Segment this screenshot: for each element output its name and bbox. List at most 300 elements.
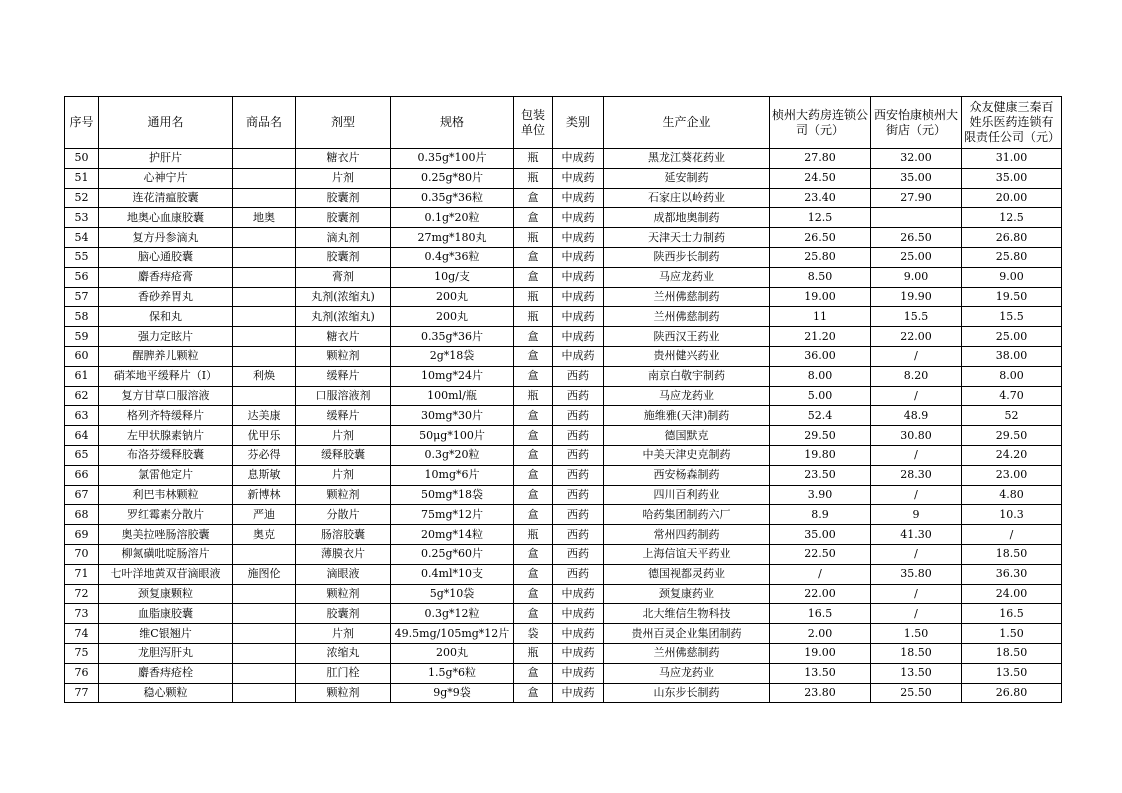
cell-generic-name: 布洛芬缓释胶囊 — [99, 445, 233, 465]
cell-price-store-3: 36.30 — [962, 564, 1062, 584]
cell-dosage-form: 片剂 — [296, 465, 391, 485]
cell-package-unit: 盒 — [514, 327, 553, 347]
cell-manufacturer: 兰州佛慈制药 — [604, 307, 770, 327]
table-body — [65, 149, 1062, 703]
cell-trade-name: 地奥 — [233, 208, 296, 228]
cell-category: 西药 — [553, 485, 604, 505]
cell-price-store-1: 21.20 — [770, 327, 871, 347]
cell-package-unit: 盒 — [514, 445, 553, 465]
cell-specification: 0.4g*36粒 — [391, 247, 514, 267]
table-row — [65, 564, 1062, 584]
cell-price-store-3: 35.00 — [962, 168, 1062, 188]
cell-dosage-form: 糖衣片 — [296, 327, 391, 347]
cell-category: 中成药 — [553, 584, 604, 604]
table-row — [65, 465, 1062, 485]
cell-dosage-form: 滴眼液 — [296, 564, 391, 584]
cell-specification: 200丸 — [391, 287, 514, 307]
cell-specification: 200丸 — [391, 643, 514, 663]
cell-dosage-form: 滴丸剂 — [296, 228, 391, 248]
header-trade-name: 商品名 — [233, 97, 296, 149]
table-row — [65, 584, 1062, 604]
cell-manufacturer: 贵州健兴药业 — [604, 346, 770, 366]
table-row — [65, 307, 1062, 327]
cell-manufacturer: 施维雅(天津)制药 — [604, 406, 770, 426]
cell-generic-name: 血脂康胶囊 — [99, 604, 233, 624]
cell-package-unit: 盒 — [514, 346, 553, 366]
cell-category: 中成药 — [553, 346, 604, 366]
cell-dosage-form: 胶囊剂 — [296, 188, 391, 208]
cell-price-store-1: 16.5 — [770, 604, 871, 624]
cell-generic-name: 地奥心血康胶囊 — [99, 208, 233, 228]
cell-price-store-1: 26.50 — [770, 228, 871, 248]
cell-price-store-3: 26.80 — [962, 683, 1062, 703]
cell-package-unit: 盒 — [514, 564, 553, 584]
cell-category: 中成药 — [553, 267, 604, 287]
cell-price-store-3: 9.00 — [962, 267, 1062, 287]
cell-manufacturer: 北大维信生物科技 — [604, 604, 770, 624]
cell-specification: 50mg*18袋 — [391, 485, 514, 505]
cell-package-unit: 盒 — [514, 267, 553, 287]
cell-index: 73 — [65, 604, 99, 624]
cell-manufacturer: 常州四药制药 — [604, 525, 770, 545]
cell-dosage-form: 丸剂(浓缩丸) — [296, 287, 391, 307]
cell-price-store-2: 15.5 — [871, 307, 962, 327]
cell-generic-name: 罗红霉素分散片 — [99, 505, 233, 525]
cell-index: 58 — [65, 307, 99, 327]
cell-price-store-2: 28.30 — [871, 465, 962, 485]
table-row — [65, 485, 1062, 505]
cell-generic-name: 强力定眩片 — [99, 327, 233, 347]
cell-price-store-1: 36.00 — [770, 346, 871, 366]
cell-category: 中成药 — [553, 604, 604, 624]
cell-trade-name: 息斯敏 — [233, 465, 296, 485]
cell-category: 中成药 — [553, 663, 604, 683]
cell-category: 西药 — [553, 465, 604, 485]
cell-trade-name — [233, 168, 296, 188]
cell-package-unit: 盒 — [514, 426, 553, 446]
cell-price-store-3: 25.00 — [962, 327, 1062, 347]
cell-package-unit: 盒 — [514, 366, 553, 386]
cell-dosage-form: 颗粒剂 — [296, 584, 391, 604]
cell-price-store-3: 18.50 — [962, 544, 1062, 564]
cell-dosage-form: 胶囊剂 — [296, 247, 391, 267]
cell-package-unit: 瓶 — [514, 287, 553, 307]
header-specification: 规格 — [391, 97, 514, 149]
cell-package-unit: 瓶 — [514, 386, 553, 406]
table-row — [65, 525, 1062, 545]
cell-specification: 10mg*6片 — [391, 465, 514, 485]
cell-category: 中成药 — [553, 643, 604, 663]
cell-trade-name — [233, 544, 296, 564]
cell-price-store-3: 25.80 — [962, 247, 1062, 267]
cell-trade-name — [233, 624, 296, 644]
cell-index: 62 — [65, 386, 99, 406]
cell-manufacturer: 哈药集团制药六厂 — [604, 505, 770, 525]
table-row — [65, 287, 1062, 307]
cell-price-store-2: 8.20 — [871, 366, 962, 386]
cell-index: 75 — [65, 643, 99, 663]
cell-price-store-2: 9.00 — [871, 267, 962, 287]
cell-trade-name — [233, 307, 296, 327]
cell-price-store-2: 48.9 — [871, 406, 962, 426]
cell-specification: 5g*10袋 — [391, 584, 514, 604]
cell-category: 西药 — [553, 544, 604, 564]
cell-dosage-form: 片剂 — [296, 426, 391, 446]
cell-generic-name: 保和丸 — [99, 307, 233, 327]
table-row — [65, 604, 1062, 624]
cell-dosage-form: 颗粒剂 — [296, 683, 391, 703]
table-row — [65, 247, 1062, 267]
cell-price-store-2: 25.00 — [871, 247, 962, 267]
cell-specification: 100ml/瓶 — [391, 386, 514, 406]
cell-dosage-form: 薄膜衣片 — [296, 544, 391, 564]
cell-manufacturer: 黑龙江葵花药业 — [604, 149, 770, 169]
cell-index: 56 — [65, 267, 99, 287]
cell-specification: 0.3g*12粒 — [391, 604, 514, 624]
cell-price-store-1: 52.4 — [770, 406, 871, 426]
cell-specification: 20mg*14粒 — [391, 525, 514, 545]
cell-trade-name: 优甲乐 — [233, 426, 296, 446]
cell-price-store-2 — [871, 208, 962, 228]
cell-dosage-form: 口服溶液剂 — [296, 386, 391, 406]
cell-generic-name: 香砂养胃丸 — [99, 287, 233, 307]
cell-generic-name: 连花清瘟胶囊 — [99, 188, 233, 208]
cell-index: 72 — [65, 584, 99, 604]
header-package-unit: 包装单位 — [514, 97, 553, 149]
cell-index: 60 — [65, 346, 99, 366]
cell-category: 西药 — [553, 366, 604, 386]
cell-index: 50 — [65, 149, 99, 169]
cell-generic-name: 颈复康颗粒 — [99, 584, 233, 604]
cell-specification: 0.35g*36片 — [391, 327, 514, 347]
cell-price-store-3: 4.80 — [962, 485, 1062, 505]
cell-specification: 0.35g*36粒 — [391, 188, 514, 208]
cell-price-store-1: 13.50 — [770, 663, 871, 683]
cell-price-store-3: 24.20 — [962, 445, 1062, 465]
cell-price-store-1: 3.90 — [770, 485, 871, 505]
cell-manufacturer: 石家庄以岭药业 — [604, 188, 770, 208]
cell-category: 西药 — [553, 426, 604, 446]
cell-generic-name: 硝苯地平缓释片（Ⅰ） — [99, 366, 233, 386]
cell-category: 西药 — [553, 525, 604, 545]
cell-price-store-3: 29.50 — [962, 426, 1062, 446]
cell-price-store-1: 19.00 — [770, 287, 871, 307]
cell-package-unit: 盒 — [514, 465, 553, 485]
cell-price-store-3: 4.70 — [962, 386, 1062, 406]
cell-trade-name — [233, 188, 296, 208]
cell-generic-name: 醒脾养儿颗粒 — [99, 346, 233, 366]
cell-generic-name: 复方甘草口服溶液 — [99, 386, 233, 406]
cell-index: 68 — [65, 505, 99, 525]
cell-specification: 0.35g*100片 — [391, 149, 514, 169]
header-generic-name: 通用名 — [99, 97, 233, 149]
cell-price-store-1: 35.00 — [770, 525, 871, 545]
cell-category: 西药 — [553, 505, 604, 525]
cell-price-store-2: / — [871, 445, 962, 465]
cell-index: 69 — [65, 525, 99, 545]
cell-price-store-3: 31.00 — [962, 149, 1062, 169]
cell-generic-name: 复方丹参滴丸 — [99, 228, 233, 248]
cell-category: 西药 — [553, 386, 604, 406]
cell-trade-name — [233, 663, 296, 683]
table-row — [65, 327, 1062, 347]
cell-price-store-1: 19.00 — [770, 643, 871, 663]
cell-package-unit: 盒 — [514, 584, 553, 604]
header-index: 序号 — [65, 97, 99, 149]
cell-manufacturer: 上海信谊天平药业 — [604, 544, 770, 564]
cell-index: 67 — [65, 485, 99, 505]
cell-price-store-3: 20.00 — [962, 188, 1062, 208]
cell-price-store-2: 19.90 — [871, 287, 962, 307]
cell-price-store-3: 15.5 — [962, 307, 1062, 327]
cell-manufacturer: 兰州佛慈制药 — [604, 643, 770, 663]
cell-generic-name: 脑心通胶囊 — [99, 247, 233, 267]
cell-manufacturer: 西安杨森制药 — [604, 465, 770, 485]
table-row — [65, 149, 1062, 169]
cell-package-unit: 瓶 — [514, 228, 553, 248]
cell-generic-name: 格列齐特缓释片 — [99, 406, 233, 426]
cell-price-store-3: / — [962, 525, 1062, 545]
cell-trade-name: 芬必得 — [233, 445, 296, 465]
cell-specification: 0.25g*80片 — [391, 168, 514, 188]
cell-manufacturer: 中美天津史克制药 — [604, 445, 770, 465]
cell-category: 中成药 — [553, 208, 604, 228]
cell-package-unit: 盒 — [514, 604, 553, 624]
cell-generic-name: 奥美拉唑肠溶胶囊 — [99, 525, 233, 545]
cell-category: 中成药 — [553, 327, 604, 347]
cell-price-store-2: / — [871, 544, 962, 564]
cell-generic-name: 七叶洋地黄双苷滴眼液 — [99, 564, 233, 584]
cell-price-store-3: 24.00 — [962, 584, 1062, 604]
cell-price-store-2: 41.30 — [871, 525, 962, 545]
cell-price-store-1: 27.80 — [770, 149, 871, 169]
table-row — [65, 426, 1062, 446]
cell-dosage-form: 胶囊剂 — [296, 208, 391, 228]
cell-generic-name: 麝香痔疮膏 — [99, 267, 233, 287]
cell-specification: 0.4ml*10支 — [391, 564, 514, 584]
cell-manufacturer: 陕西汉王药业 — [604, 327, 770, 347]
cell-price-store-1: 8.50 — [770, 267, 871, 287]
cell-specification: 0.3g*20粒 — [391, 445, 514, 465]
cell-manufacturer: 颈复康药业 — [604, 584, 770, 604]
cell-price-store-2: / — [871, 386, 962, 406]
cell-trade-name: 奥克 — [233, 525, 296, 545]
cell-category: 西药 — [553, 564, 604, 584]
cell-manufacturer: 马应龙药业 — [604, 386, 770, 406]
cell-category: 中成药 — [553, 168, 604, 188]
cell-specification: 2g*18袋 — [391, 346, 514, 366]
cell-price-store-3: 16.5 — [962, 604, 1062, 624]
cell-price-store-2: / — [871, 584, 962, 604]
cell-price-store-1: 22.50 — [770, 544, 871, 564]
cell-dosage-form: 片剂 — [296, 168, 391, 188]
price-comparison-table — [64, 96, 1062, 703]
cell-generic-name: 利巴韦林颗粒 — [99, 485, 233, 505]
cell-price-store-2: 18.50 — [871, 643, 962, 663]
table-row — [65, 346, 1062, 366]
cell-dosage-form: 肛门栓 — [296, 663, 391, 683]
cell-index: 57 — [65, 287, 99, 307]
cell-price-store-2: / — [871, 485, 962, 505]
cell-price-store-2: / — [871, 604, 962, 624]
header-price-store-2: 西安怡康桢州大街店（元） — [871, 97, 962, 149]
cell-index: 74 — [65, 624, 99, 644]
cell-specification: 200丸 — [391, 307, 514, 327]
table-row — [65, 643, 1062, 663]
cell-price-store-2: 26.50 — [871, 228, 962, 248]
table-row — [65, 188, 1062, 208]
cell-package-unit: 瓶 — [514, 149, 553, 169]
cell-index: 53 — [65, 208, 99, 228]
cell-index: 55 — [65, 247, 99, 267]
cell-dosage-form: 片剂 — [296, 624, 391, 644]
cell-manufacturer: 成都地奥制药 — [604, 208, 770, 228]
cell-price-store-1: 25.80 — [770, 247, 871, 267]
header-row — [65, 97, 1062, 149]
cell-price-store-3: 19.50 — [962, 287, 1062, 307]
cell-package-unit: 瓶 — [514, 643, 553, 663]
cell-index: 59 — [65, 327, 99, 347]
cell-dosage-form: 颗粒剂 — [296, 346, 391, 366]
cell-index: 54 — [65, 228, 99, 248]
cell-package-unit: 盒 — [514, 485, 553, 505]
cell-price-store-1: 12.5 — [770, 208, 871, 228]
cell-price-store-2: / — [871, 346, 962, 366]
cell-generic-name: 心神宁片 — [99, 168, 233, 188]
cell-price-store-3: 18.50 — [962, 643, 1062, 663]
cell-specification: 10mg*24片 — [391, 366, 514, 386]
cell-generic-name: 麝香痔疮栓 — [99, 663, 233, 683]
cell-index: 65 — [65, 445, 99, 465]
cell-package-unit: 盒 — [514, 188, 553, 208]
table-row — [65, 445, 1062, 465]
cell-category: 中成药 — [553, 228, 604, 248]
cell-price-store-2: 30.80 — [871, 426, 962, 446]
cell-manufacturer: 德国默克 — [604, 426, 770, 446]
header-dosage-form: 剂型 — [296, 97, 391, 149]
cell-price-store-3: 23.00 — [962, 465, 1062, 485]
cell-generic-name: 护肝片 — [99, 149, 233, 169]
cell-manufacturer: 马应龙药业 — [604, 267, 770, 287]
cell-price-store-2: 27.90 — [871, 188, 962, 208]
cell-dosage-form: 肠溶胶囊 — [296, 525, 391, 545]
cell-package-unit: 盒 — [514, 505, 553, 525]
cell-package-unit: 瓶 — [514, 525, 553, 545]
cell-price-store-3: 26.80 — [962, 228, 1062, 248]
cell-index: 63 — [65, 406, 99, 426]
cell-index: 66 — [65, 465, 99, 485]
cell-index: 61 — [65, 366, 99, 386]
table-row — [65, 366, 1062, 386]
cell-trade-name: 达美康 — [233, 406, 296, 426]
cell-specification: 49.5mg/105mg*12片 — [391, 624, 514, 644]
cell-dosage-form: 缓释片 — [296, 406, 391, 426]
cell-price-store-3: 8.00 — [962, 366, 1062, 386]
cell-dosage-form: 膏剂 — [296, 267, 391, 287]
header-price-store-3: 众友健康三秦百姓乐医药连锁有限责任公司（元） — [962, 97, 1062, 149]
cell-dosage-form: 胶囊剂 — [296, 604, 391, 624]
cell-dosage-form: 丸剂(浓缩丸) — [296, 307, 391, 327]
cell-specification: 27mg*180丸 — [391, 228, 514, 248]
cell-price-store-1: 5.00 — [770, 386, 871, 406]
cell-manufacturer: 四川百利药业 — [604, 485, 770, 505]
cell-price-store-3: 10.3 — [962, 505, 1062, 525]
cell-specification: 0.25g*60片 — [391, 544, 514, 564]
cell-price-store-1: 22.00 — [770, 584, 871, 604]
cell-category: 中成药 — [553, 307, 604, 327]
cell-manufacturer: 山东步长制药 — [604, 683, 770, 703]
cell-index: 52 — [65, 188, 99, 208]
cell-manufacturer: 兰州佛慈制药 — [604, 287, 770, 307]
cell-category: 中成药 — [553, 624, 604, 644]
cell-index: 76 — [65, 663, 99, 683]
cell-index: 64 — [65, 426, 99, 446]
cell-price-store-2: 1.50 — [871, 624, 962, 644]
cell-manufacturer: 陕西步长制药 — [604, 247, 770, 267]
cell-category: 中成药 — [553, 683, 604, 703]
cell-trade-name: 严迪 — [233, 505, 296, 525]
cell-generic-name: 龙胆泻肝丸 — [99, 643, 233, 663]
cell-index: 70 — [65, 544, 99, 564]
cell-price-store-3: 52 — [962, 406, 1062, 426]
cell-price-store-2: 35.80 — [871, 564, 962, 584]
cell-trade-name — [233, 346, 296, 366]
cell-manufacturer: 南京白敬宇制药 — [604, 366, 770, 386]
table-row — [65, 386, 1062, 406]
cell-trade-name: 新博林 — [233, 485, 296, 505]
cell-category: 中成药 — [553, 287, 604, 307]
header-manufacturer: 生产企业 — [604, 97, 770, 149]
table-row — [65, 505, 1062, 525]
cell-package-unit: 盒 — [514, 683, 553, 703]
cell-package-unit: 瓶 — [514, 168, 553, 188]
cell-trade-name — [233, 149, 296, 169]
cell-price-store-1: 23.80 — [770, 683, 871, 703]
cell-trade-name — [233, 247, 296, 267]
table-row — [65, 683, 1062, 703]
cell-price-store-1: 8.00 — [770, 366, 871, 386]
cell-price-store-3: 1.50 — [962, 624, 1062, 644]
cell-category: 中成药 — [553, 188, 604, 208]
cell-generic-name: 氯雷他定片 — [99, 465, 233, 485]
cell-index: 77 — [65, 683, 99, 703]
cell-trade-name: 施图伦 — [233, 564, 296, 584]
cell-package-unit: 盒 — [514, 663, 553, 683]
cell-dosage-form: 颗粒剂 — [296, 485, 391, 505]
cell-specification: 10g/支 — [391, 267, 514, 287]
cell-dosage-form: 分散片 — [296, 505, 391, 525]
cell-trade-name — [233, 584, 296, 604]
cell-specification: 30mg*30片 — [391, 406, 514, 426]
cell-trade-name: 利焕 — [233, 366, 296, 386]
cell-price-store-1: 24.50 — [770, 168, 871, 188]
cell-price-store-3: 12.5 — [962, 208, 1062, 228]
cell-price-store-1: / — [770, 564, 871, 584]
cell-trade-name — [233, 386, 296, 406]
cell-specification: 50μg*100片 — [391, 426, 514, 446]
cell-price-store-2: 25.50 — [871, 683, 962, 703]
cell-price-store-1: 19.80 — [770, 445, 871, 465]
header-category: 类别 — [553, 97, 604, 149]
table-row — [65, 168, 1062, 188]
cell-package-unit: 瓶 — [514, 307, 553, 327]
cell-index: 51 — [65, 168, 99, 188]
cell-trade-name — [233, 327, 296, 347]
table-row — [65, 624, 1062, 644]
cell-manufacturer: 天津天士力制药 — [604, 228, 770, 248]
cell-generic-name: 柳氮磺吡啶肠溶片 — [99, 544, 233, 564]
cell-manufacturer: 延安制药 — [604, 168, 770, 188]
